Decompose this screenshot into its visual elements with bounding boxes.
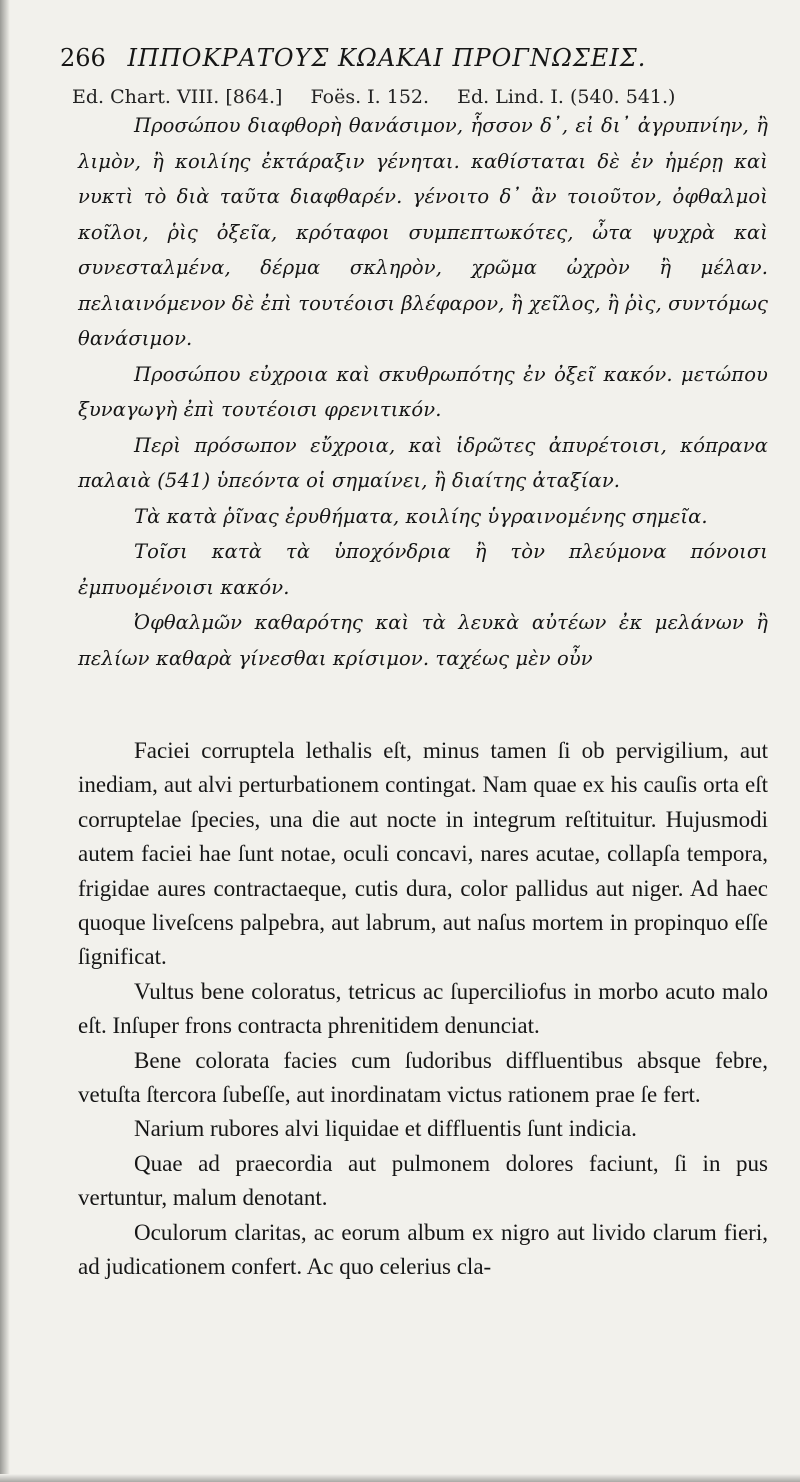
edition-ref-foes: Foës. I. 152. bbox=[310, 86, 430, 108]
latin-paragraph: Narium rubores alvi liquidae et diffluentis ſunt indicia. bbox=[134, 1116, 637, 1142]
edition-ref-linden: Ed. Lind. I. (540. 541.) bbox=[457, 86, 676, 108]
edition-references bbox=[72, 86, 792, 108]
greek-paragraph: Περὶ πρόσωπον εὔχροια, καὶ ἱδρῶτες ἀπυρέτοισι, κόπρανα παλαιὰ (541) ὑπεόντα οἱ σημαίνει, ἢ διαίτης ἀταξίαν. bbox=[78, 433, 768, 492]
greek-paragraph: Τοῖσι κατὰ τὰ ὑποχόνδρια ἢ τὸν πλεύμονα πόνοισι ἐμπυομένοισι κακόν. bbox=[78, 540, 768, 599]
greek-paragraph: Προσώπου εὐχροια καὶ σκυθρωπότης ἐν ὀξεῖ κακόν. μετώπου ξυναγωγὴ ἐπὶ τουτέοισι φρενιτικόν. bbox=[78, 362, 768, 421]
latin-paragraph: Bene colorata facies cum ſudoribus diffluentibus absque febre, vetuſta ſtercora ſubeſſe, aut inordinatam victus rationem prae ſe fert. bbox=[78, 1047, 768, 1108]
greek-paragraph: Ὀφθαλμῶν καθαρότης καὶ τὰ λευκὰ αὐτέων ἐκ μελάνων ἢ πελίων καθαρὰ γίνεσθαι κρίσιμον. ταχέως μὲν οὖν bbox=[78, 611, 768, 670]
latin-text-block bbox=[78, 734, 768, 1285]
greek-paragraph: Προσώπου διαφθορὴ θανάσιμον, ἧσσον δ᾽, εἰ δι᾽ ἀγρυπνίην, ἢ λιμὸν, ἢ κοιλίης ἐκτάραξιν γένηται. καθίσταται δὲ ἐν ἡμέρῃ καὶ νυκτὶ τὸ διὰ ταῦτα διαφθαρέν. γένοιτο δ᾽ ἂν τοιοῦτον, ὀφθαλμοὶ κοῖλοι, ῥὶς ὀξεῖα, κρόταφοι συμπεπτωκότες, ὦτα ψυχρὰ καὶ συνεσταλμένα, δέρμα σκληρὸν, χρῶμα ὠχρὸν ἢ μέλαν. πελιαινόμενον δὲ ἐπὶ τουτέοισι βλέφαρον, ἢ χεῖλος, ἢ ῥὶς, συντόμως θανάσιμον. bbox=[78, 114, 768, 350]
latin-paragraph: Quae ad praecordia aut pulmonem dolores faciunt, ſi in pus vertuntur, malum denotant. bbox=[78, 1150, 768, 1211]
greek-text-block bbox=[78, 108, 768, 676]
latin-paragraph: Vultus bene coloratus, tetricus ac ſuperciliofus in morbo acuto malo eſt. Inſuper frons contracta phrenitidem denunciat. bbox=[78, 978, 768, 1039]
latin-paragraph: Oculorum claritas, ac eorum album ex nigro aut livido clarum fieri, ad judicationem confert. Ac quo celerius cla- bbox=[78, 1219, 768, 1280]
latin-paragraph: Faciei corruptela lethalis eſt, minus tamen ſi ob pervigilium, aut inediam, aut alvi perturbationem contingat. Nam quae ex his cauſis orta eſt corruptelae ſpecies, una die aut nocte in integrum reſtituitur. Hujusmodi autem faciei hae ſunt notae, oculi concavi, nares acutae, collapſa tempora, frigidae aures contractaeque, cutis dura, color pallidus aut niger. Ad haec quoque liveſcens palpebra, aut labrum, aut naſus mortem in propinquo eſſe ſignificat. bbox=[78, 738, 768, 970]
running-title: ΙΠΠΟΚΡΑΤΟΥΣ ΚΩΑΚΑΙ ΠΡΟΓΝΩΣΕΙΣ. bbox=[127, 44, 647, 72]
edition-ref-chartier: Ed. Chart. VIII. [864.] bbox=[72, 86, 283, 108]
page-number: 266 bbox=[60, 44, 106, 72]
greek-paragraph: Τὰ κατὰ ῥῖνας ἐρυθήματα, κοιλίης ὑγραινομένης σημεῖα. bbox=[134, 504, 708, 528]
running-head bbox=[60, 44, 780, 72]
